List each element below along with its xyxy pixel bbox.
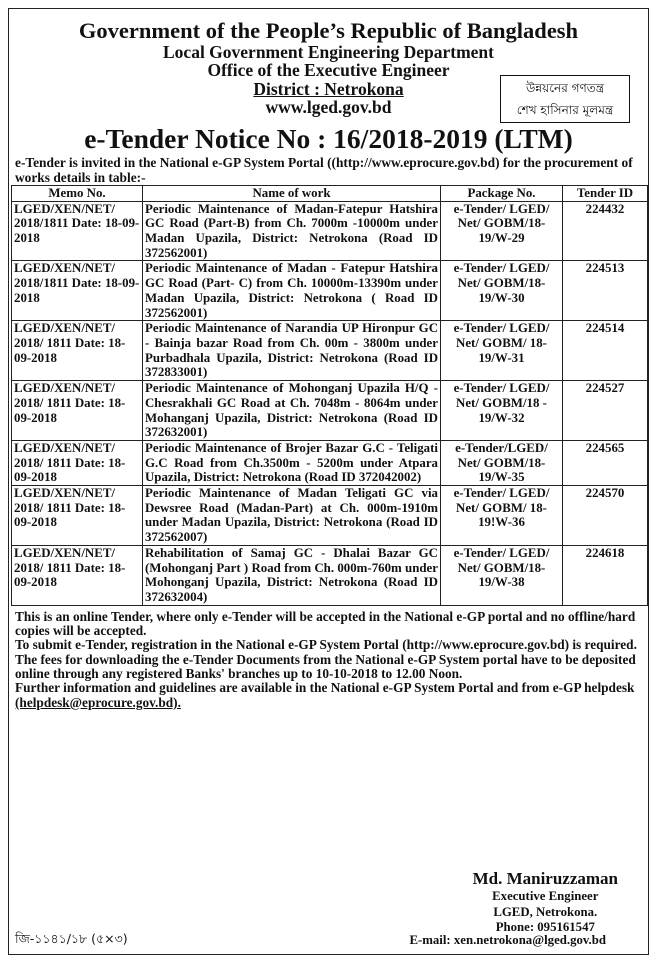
- table-header-row: [12, 185, 648, 201]
- col-header-tender-id: Tender ID: [563, 185, 648, 201]
- tender-id-cell: 224514: [563, 321, 648, 381]
- table-row: [12, 381, 648, 441]
- note-fees: The fees for downloading the e-Tender Documents from the National e-GP System portal have to be deposited online through any registered Banks' branches up to 10-10-2018 to 12.00 Noon.: [15, 651, 636, 682]
- table-row: [12, 440, 648, 485]
- note-registration: To submit e-Tender, registration in the National e-GP System Portal (http://www.eprocure.gov.bd) is required.: [15, 637, 637, 653]
- slogan-box: [500, 75, 630, 123]
- work-cell: Periodic Maintenance of Madan Teligati GC via Dewsree Road (Madan-Part) at Ch. 000m-1910m under Madan Upazila, District: Netrokona (Road ID 372562007): [143, 486, 441, 546]
- memo-cell: LGED/XEN/NET/ 2018/ 1811 Date: 18-09-2018: [12, 321, 143, 381]
- tender-id-cell: 224570: [563, 486, 648, 546]
- tender-id-cell: 224565: [563, 440, 648, 485]
- note-online-tender: This is an online Tender, where only e-Tender will be accepted in the National e-GP portal and no offline/hard copies will be accepted.: [15, 608, 636, 639]
- memo-cell: LGED/XEN/NET/ 2018/1811 Date: 18-09-2018: [12, 201, 143, 261]
- table-row: [12, 486, 648, 546]
- note-further-info: [15, 681, 642, 710]
- signature-block: [473, 869, 618, 935]
- header-district: District : Netrokona: [253, 78, 404, 99]
- tender-id-cell: 224513: [563, 261, 648, 321]
- table-row: [12, 545, 648, 605]
- col-header-package: Package No.: [441, 185, 563, 201]
- notice-title: e-Tender Notice No : 16/2018-2019 (LTM): [84, 123, 573, 155]
- tender-notice: [8, 8, 649, 955]
- helpdesk-link[interactable]: (helpdesk@eprocure.gov.bd).: [15, 694, 181, 710]
- notes: [9, 610, 648, 711]
- signatory-designation: Executive Engineer: [492, 889, 599, 904]
- memo-cell: LGED/XEN/NET/ 2018/ 1811 Date: 18-09-2018: [12, 440, 143, 485]
- work-cell: Periodic Maintenance of Narandia UP Hironpur GC - Bainja bazar Road from Ch. 00m - 3800m under Purbadhala Upazila, District: Netrokona (Road ID 372833001): [143, 321, 441, 381]
- work-cell: Rehabilitation of Samaj GC - Dhalai Bazar GC (Mohonganj Part ) Road from Ch. 000m-760m under Mohonganj Upazila, District: Netrokona (Road ID 372632004): [143, 545, 441, 605]
- works-table: [11, 185, 648, 606]
- note-further-info-text: Further information and guidelines are available in the National e-GP System Portal and from e-GP helpdesk: [15, 680, 635, 696]
- header-website: www.lged.gov.bd: [265, 97, 392, 118]
- tender-id-cell: 224527: [563, 381, 648, 441]
- memo-cell: LGED/XEN/NET/ 2018/ 1811 Date: 18-09-2018: [12, 486, 143, 546]
- package-cell: e-Tender/ LGED/ Net/ GOBM/18- 19/W-30: [441, 261, 563, 321]
- table-row: [12, 261, 648, 321]
- signatory-name: Md. Maniruzzaman: [472, 869, 618, 888]
- work-cell: Periodic Maintenance of Brojer Bazar G.C - Teligati G.C Road from Ch.3500m - 5200m under Atpara Upazila, District: Netrokona (Road ID 372042002): [143, 440, 441, 485]
- memo-cell: LGED/XEN/NET/ 2018/1811 Date: 18-09-2018: [12, 261, 143, 321]
- header-office: Office of the Executive Engineer: [207, 60, 450, 81]
- slogan-line-1: উন্নয়নের গণতন্ত্র: [525, 81, 605, 95]
- footer-reference: জি-১১৪১/১৮ (৫×৩): [15, 931, 128, 946]
- col-header-memo: Memo No.: [12, 185, 143, 201]
- table-row: [12, 201, 648, 261]
- work-cell: Periodic Maintenance of Mohonganj Upazila H/Q -Chesrakhali GC Road at Ch. 7048m - 8064m under Mohanganj Upazila, District: Netrokona (Road ID 372632001): [143, 381, 441, 441]
- memo-cell: LGED/XEN/NET/ 2018/ 1811 Date: 18-09-2018: [12, 381, 143, 441]
- package-cell: e-Tender/LGED/ Net/ GOBM/18- 19/W-35: [441, 440, 563, 485]
- header-department: Local Government Engineering Department: [163, 41, 494, 62]
- header-government: Government of the People’s Republic of Bangladesh: [78, 18, 579, 43]
- signatory-email[interactable]: E-mail: xen.netrokona@lged.gov.bd: [409, 933, 606, 947]
- package-cell: e-Tender/ LGED/ Net/ GOBM/18- 19/W-38: [441, 545, 563, 605]
- intro-text: e-Tender is invited in the National e-GP System Portal ((http://www.eprocure.gov.bd) for the procurement of works details in table:-: [15, 155, 633, 185]
- signatory-office: LGED, Netrokona.: [493, 904, 598, 919]
- signatory-phone: Phone: 095161547: [495, 920, 595, 935]
- work-cell: Periodic Maintenance of Madan-Fatepur Hatshira GC Road (Part-B) from Ch. 7000m -10000m under Madan Upazila, District: Netrokona (Road ID 372562001): [143, 201, 441, 261]
- package-cell: e-Tender/ LGED/ Net/ GOBM/ 18- 19!W-36: [441, 486, 563, 546]
- package-cell: e-Tender/ LGED/ Net/ GOBM/ 18- 19/W-31: [441, 321, 563, 381]
- package-cell: e-Tender/ LGED/ Net/ GOBM/18- 19/W-29: [441, 201, 563, 261]
- tender-id-cell: 224432: [563, 201, 648, 261]
- col-header-work: Name of work: [143, 185, 441, 201]
- package-cell: e-Tender/ LGED/ Net/ GOBM/18 - 19/W-32: [441, 381, 563, 441]
- work-cell: Periodic Maintenance of Madan - Fatepur Hatshira GC Road (Part- C) from Ch. 10000m-13390m under Madan Upazila, District: Netrokona ( Road ID 372562001): [143, 261, 441, 321]
- memo-cell: LGED/XEN/NET/ 2018/ 1811 Date: 18-09-2018: [12, 545, 143, 605]
- slogan-line-2: শেখ হাসিনার মূলমন্ত্র: [516, 103, 614, 117]
- table-row: [12, 321, 648, 381]
- tender-id-cell: 224618: [563, 545, 648, 605]
